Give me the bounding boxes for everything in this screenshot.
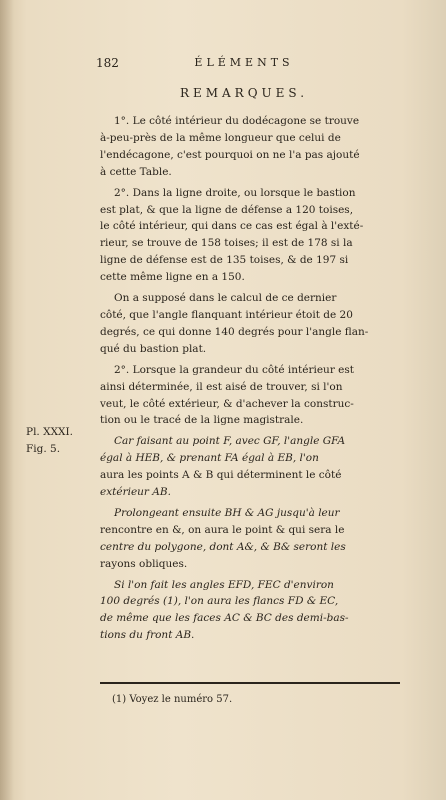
text-line: cette même ligne en a 150. bbox=[100, 271, 245, 284]
text-line: extérieur AB. bbox=[100, 486, 171, 499]
text-line: rieur, se trouve de 158 toises; il est de 178 si la bbox=[100, 237, 353, 250]
margin-note-plate: Pl. XXXI. bbox=[26, 426, 74, 438]
text-line: ligne de défense est de 135 toises, & de 197 si bbox=[100, 254, 349, 267]
text-line: veut, le côté extérieur, & d'achever la construc- bbox=[100, 397, 354, 410]
paragraph-1 bbox=[100, 113, 400, 181]
text-line: Prolongeant ensuite BH & AG jusqu'à leur bbox=[114, 506, 340, 519]
text-line: aura les points A & B qui déterminent le côté bbox=[100, 469, 342, 482]
text-line: Si l'on fait les angles EFD, FEC d'environ bbox=[114, 578, 334, 591]
text-line: centre du polygone, dont A&, & B& seront les bbox=[100, 540, 346, 553]
paragraph-3 bbox=[100, 290, 400, 358]
text-line: est plat, & que la ligne de défense a 120 toises, bbox=[100, 203, 354, 216]
text-line: 1°. Le côté intérieur du dodécagone se trouve bbox=[114, 115, 360, 127]
footnote: (1) Voyez le numéro 57. bbox=[112, 694, 233, 705]
body-text bbox=[100, 113, 400, 644]
section-title: REMARQUES. bbox=[179, 86, 309, 100]
text-line: tion ou le tracé de la ligne magistrale. bbox=[100, 414, 304, 427]
text-line: 100 degrés (1), l'on aura les flancs FD & EC, bbox=[100, 595, 339, 608]
footnote-rule bbox=[100, 682, 400, 684]
text-line: On a supposé dans le calcul de ce dernier bbox=[114, 292, 337, 305]
page-header bbox=[96, 56, 392, 74]
text-line: côté, que l'angle flanquant intérieur étoit de 20 bbox=[100, 308, 353, 321]
paragraph-4 bbox=[100, 362, 400, 430]
page-number: 182 bbox=[96, 56, 119, 70]
paragraph-7 bbox=[100, 577, 400, 645]
paragraph-6 bbox=[100, 505, 400, 573]
paragraph-2 bbox=[100, 185, 400, 286]
margin-note-figure: Fig. 5. bbox=[26, 443, 61, 455]
text-line: qué du bastion plat. bbox=[100, 342, 207, 355]
text-line: l'endécagone, c'est pourquoi on ne l'a pas ajouté bbox=[100, 148, 360, 161]
text-line: le côté intérieur, qui dans ce cas est égal à l'exté- bbox=[100, 220, 364, 233]
gutter-shadow bbox=[0, 0, 14, 800]
text-line: degrés, ce qui donne 140 degrés pour l'angle flan- bbox=[100, 325, 369, 338]
text-line: à cette Table. bbox=[100, 165, 172, 178]
text-line: égal à HEB, & prenant FA égal à EB, l'on bbox=[100, 452, 319, 465]
text-line: 2°. Lorsque la grandeur du côté intérieur est bbox=[114, 363, 354, 376]
running-head: ÉLÉMENTS bbox=[194, 56, 294, 69]
text-line: 2°. Dans la ligne droite, ou lorsque le bastion bbox=[114, 186, 356, 199]
text-line: rayons obliques. bbox=[100, 557, 188, 570]
text-line: de même que les faces AC & BC des demi-bas- bbox=[100, 612, 349, 625]
paragraph-5 bbox=[100, 433, 400, 501]
text-line: Car faisant au point F, avec GF, l'angle GFA bbox=[114, 435, 346, 448]
text-line: tions du front AB. bbox=[100, 629, 195, 642]
text-line: rencontre en &, on aura le point & qui sera le bbox=[100, 523, 345, 536]
text-line: à-peu-près de la même longueur que celui de bbox=[100, 131, 341, 144]
text-line: ainsi déterminée, il est aisé de trouver, si l'on bbox=[100, 380, 343, 393]
